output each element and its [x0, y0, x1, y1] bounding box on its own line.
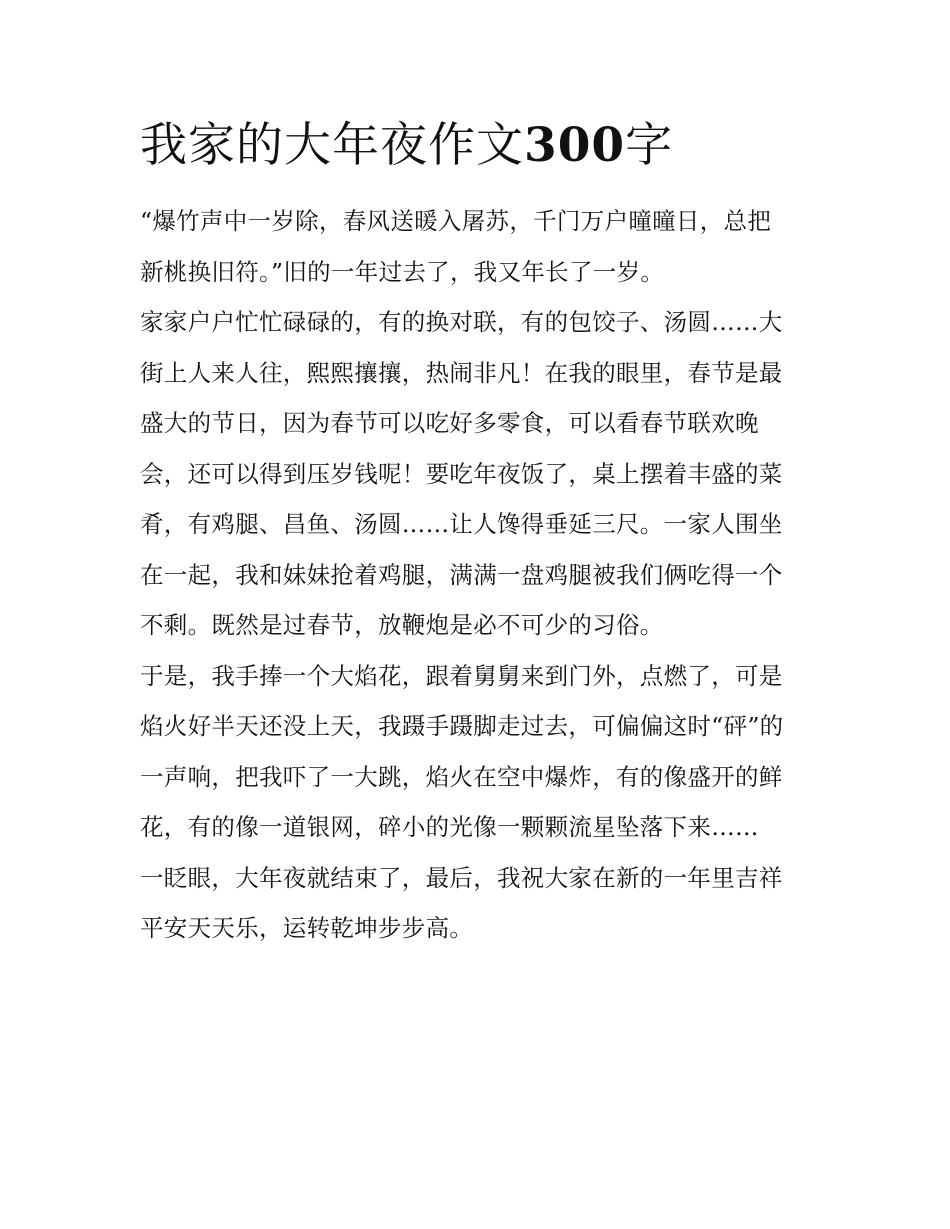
essay-title — [140, 110, 820, 182]
text-line: 焰火好半天还没上天，我蹑手蹑脚走过去，可偏偏这时“砰”的 — [140, 712, 784, 740]
text-line: 新桃换旧符。”旧的一年过去了，我又年长了一岁。 — [140, 257, 665, 286]
text-line: 盛大的节日，因为春节可以吃好多零食，可以看春节联欢晚 — [140, 409, 759, 437]
text-line: 于是，我手捧一个大焰花，跟着舅舅来到门外，点燃了，可是 — [140, 661, 783, 690]
title-number: 300 — [524, 118, 626, 173]
document-page — [140, 110, 820, 954]
text-line: 会，还可以得到压岁钱呢！要吃年夜饭了，桌上摆着丰盛的菜 — [140, 459, 783, 488]
text-line: “爆竹声中一岁除，春风送暖入屠苏，千门万户曈曈日，总把 — [140, 207, 772, 235]
text-line: 一声响，把我吓了一大跳，焰火在空中爆炸，有的像盛开的鲜 — [140, 762, 783, 791]
text-line: 花，有的像一道银网，碎小的光像一颗颗流星坠落下来…… — [140, 813, 759, 841]
text-line: 肴，有鸡腿、昌鱼、汤圆……让人馋得垂延三尺。一家人围坐 — [140, 510, 783, 538]
text-line: 一眨眼，大年夜就结束了，最后，我祝大家在新的一年里吉祥 — [140, 863, 783, 892]
title-suffix: 字 — [625, 118, 674, 173]
title-prefix: 我家的大年夜作文 — [140, 118, 524, 173]
text-line: 不剩。既然是过春节，放鞭炮是必不可少的习俗。 — [140, 611, 664, 639]
text-line: 在一起，我和妹妹抢着鸡腿，满满一盘鸡腿被我们俩吃得一个 — [140, 560, 783, 589]
text-line: 平安天天乐，运转乾坤步步高。 — [140, 914, 474, 942]
text-line: 家家户户忙忙碌碌的，有的换对联，有的包饺子、汤圆……大 — [140, 308, 783, 336]
text-line: 街上人来人往，熙熙攘攘，热闹非凡！在我的眼里，春节是最 — [140, 358, 783, 387]
essay-body — [140, 196, 820, 954]
